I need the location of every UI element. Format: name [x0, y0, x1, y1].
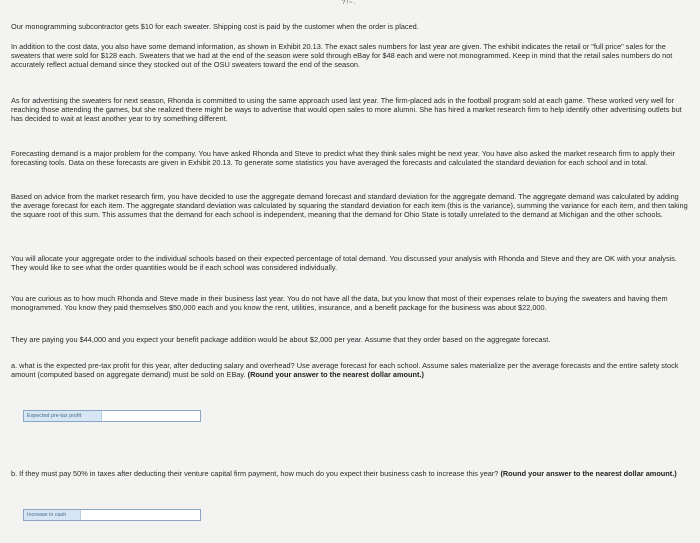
question-b — [11, 470, 688, 479]
aggregate-paragraph: Based on advice from the market research firm, you have decided to use the aggregate demand forecast and standard deviation for the aggregate demand. The aggregate demand was calculated by adding the average forecast for each item. The aggregate standard deviation was calculated by squaring the standard deviation for each item (this is the variance), summing the variance for each item, and then taking the square root of this sum. This assumes that the demand for each school is independent, meaning that the demand for Ohio State is totally unrelated to the demand at Michigan and the other schools. — [11, 192, 688, 219]
allocate-paragraph: You will allocate your aggregate order to the individual schools based on their expected percentage of total demand. You discussed your analysis with Rhonda and Steve and they are OK with your analysis. They would like to see what the order quantities would be if each school was considered individually. — [11, 254, 677, 272]
page-mark: ?!~. — [342, 0, 357, 6]
forecasting-paragraph: Forecasting demand is a major problem for the company. You have asked Rhonda and Steve to predict what they think sales might be next year. You have also asked the market research firm to apply their forecasting tools. Data on these forecasts are given in Exhibit 20.13. To generate some statistics you have averaged the forecasts and calculated the standard deviation for each school and in total. — [11, 149, 676, 167]
increase-in-cash-input[interactable] — [23, 509, 201, 521]
advertising-paragraph: As for advertising the sweaters for next season, Rhonda is committed to using the same approach used last year. The firm-placed ads in the football program sold at each game. These worked very well for reaching those attending the games, but she realized there might be ways to advertise that would open sales to more alumni. She has hired a market research firm to help identify other advertising outlets but has decided to wait at least another year to try something different. — [11, 96, 682, 123]
question-b-text: b. If they must pay 50% in taxes after deducting their venture capital firm payment, how much do you expect their business cash to increase this year? — [11, 469, 499, 478]
pre-tax-profit-input[interactable] — [23, 410, 201, 422]
question-a — [11, 362, 688, 380]
question-b-instruction: (Round your answer to the nearest dollar amount.) — [500, 469, 677, 478]
curious-paragraph: You are curious as to how much Rhonda and Steve made in their business last year. You do not have all the data, but you know that most of their expenses relate to buying the sweaters and having them monogrammed. You know they paid themselves $50,000 each and you know the rent, utilities, insurance, and a benefit package for the business was about $22,000. — [11, 294, 668, 312]
intro-paragraph: Our monogramming subcontractor gets $10 for each sweater. Shipping cost is paid by the customer when the order is placed. — [11, 22, 419, 31]
question-a-text: a. what is the expected pre-tax profit for this year, after deducting salary and overhead? Use average forecast for each school. Assume sales materialize per the average forecasts and the entire safety stock amount (computed based on aggregate demand) must be sold on EBay. — [11, 361, 679, 379]
paying-paragraph: They are paying you $44,000 and you expect your benefit package addition would be about $2,000 per year. Assume that they order based on the aggregate forecast. — [11, 335, 551, 344]
cost-data-paragraph: In addition to the cost data, you also have some demand information, as shown in Exhibit 20.13. The exact sales numbers for last year are given. The exhibit indicates the retail or "full price" sales for the sweaters that were sold for $128 each. Sweaters that we had at the end of the season were sold through eBay for $48 each and were not monogrammed. Keep in mind that the retail sales numbers do not accurately reflect actual demand since they stocked out of the OSU sweaters toward the end of the season. — [11, 42, 673, 69]
increase-in-cash-label: Increase in cash — [24, 510, 81, 520]
pre-tax-profit-label: Expected pre-tax profit — [24, 411, 102, 421]
question-a-instruction: (Round your answer to the nearest dollar amount.) — [247, 369, 424, 379]
